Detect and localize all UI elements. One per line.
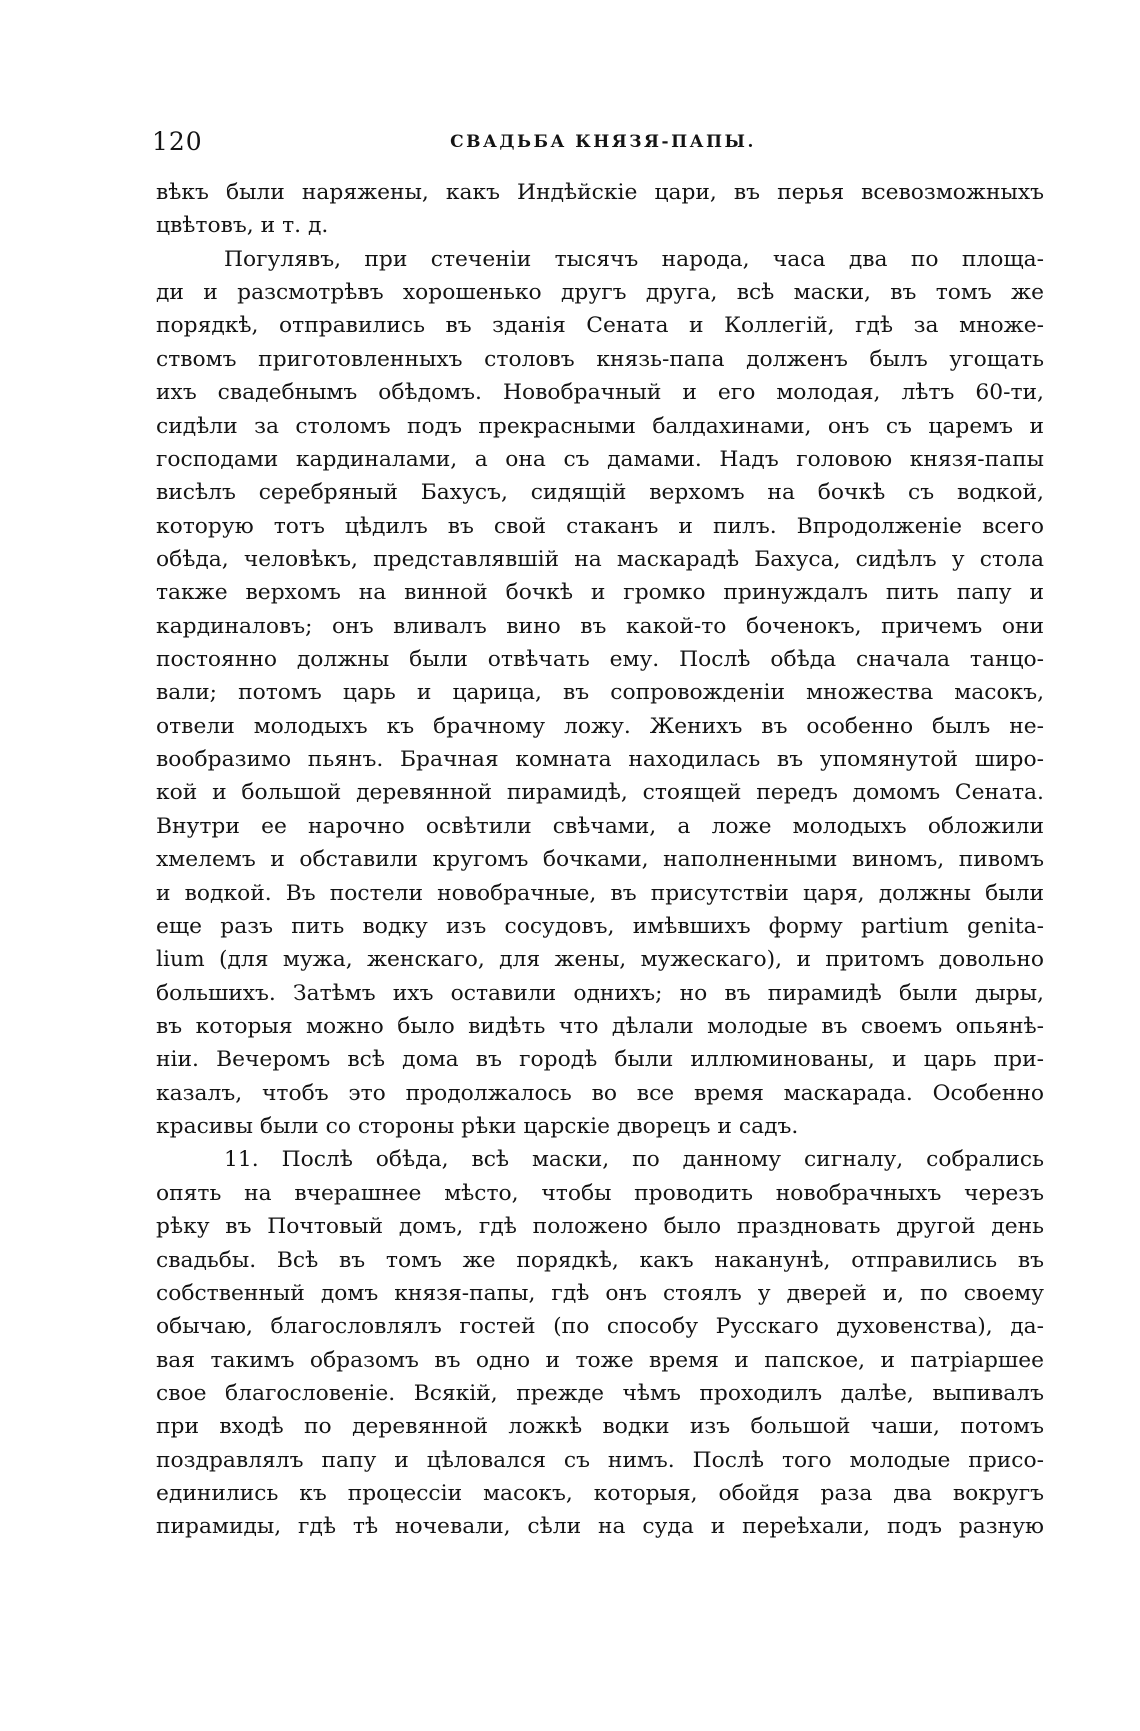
text-line: хмелемъ и обставили кругомъ бочками, наполненными виномъ, пивомъ — [156, 847, 1044, 873]
text-line: также верхомъ на винной бочкѣ и громко принуждалъ пить папу и — [156, 580, 1044, 606]
text-line: ихъ свадебнымъ обѣдомъ. Новобрачный и его молодая, лѣтъ 60-ти, — [156, 380, 1044, 406]
text-line: собственный домъ князя-папы, гдѣ онъ стоялъ у дверей и, по своему — [156, 1280, 1044, 1306]
text-line: Внутри ее нарочно освѣтили свѣчами, а ложе молодыхъ обложили — [156, 813, 1044, 839]
page-header — [152, 126, 1054, 158]
text-line: вали; потомъ царь и царица, въ сопровожденіи множества масокъ, — [156, 680, 1044, 706]
text-line: вѣкъ были наряжены, какъ Индѣйскіе цари, въ перья всевозможныхъ — [156, 180, 1044, 205]
text-line: красивы были со стороны рѣки царскіе дворецъ и садъ. — [156, 1114, 799, 1140]
text-line: обычаю, благословлялъ гостей (по способу Русскаго духовенства), да- — [156, 1314, 1044, 1340]
text-line: казалъ, чтобъ это продолжалось во все время маскарада. Особенно — [156, 1080, 1044, 1106]
text-line: цвѣтовъ, и т. д. — [156, 213, 329, 239]
text-line: свадьбы. Всѣ въ томъ же порядкѣ, какъ наканунѣ, отправились въ — [156, 1247, 1044, 1273]
text-line: ствомъ приготовленныхъ столовъ князь-папа долженъ былъ угощать — [156, 346, 1044, 372]
text-line: господами кардиналами, а она съ дамами. Надъ головою князя-папы — [156, 446, 1044, 472]
paragraph-first-line: 11. Послѣ обѣда, всѣ маски, по данному сигналу, собрались — [224, 1147, 1044, 1173]
paragraph-first-line: Погулявъ, при стеченіи тысячъ народа, часа два по площа- — [224, 246, 1044, 272]
text-line: ніи. Вечеромъ всѣ дома въ городѣ были иллюминованы, и царь при- — [156, 1047, 1044, 1073]
text-line: рѣку въ Почтовый домъ, гдѣ положено было праздновать другой день — [156, 1214, 1044, 1240]
page-number: 120 — [152, 127, 203, 156]
text-line: еще разъ пить водку изъ сосудовъ, имѣвшихъ форму partium genita- — [156, 913, 1044, 939]
text-line: большихъ. Затѣмъ ихъ оставили однихъ; но въ пирамидѣ были дыры, — [156, 980, 1044, 1006]
text-line: единились къ процессіи масокъ, которыя, обойдя раза два вокругъ — [156, 1481, 1044, 1507]
text-line: въ которыя можно было видѣть что дѣлали молодые въ своемъ опьянѣ- — [156, 1013, 1044, 1039]
text-line: пирамиды, гдѣ тѣ ночевали, сѣли на суда и переѣхали, подъ разную — [156, 1514, 1044, 1540]
text-line: свое благословеніе. Всякій, прежде чѣмъ проходилъ далѣе, выпивалъ — [156, 1380, 1044, 1406]
text-line: вообразимо пьянъ. Брачная комната находилась въ упомянутой широ- — [156, 747, 1044, 773]
text-line: при входѣ по деревянной ложкѣ водки изъ большой чаши, потомъ — [156, 1414, 1044, 1440]
text-line: порядкѣ, отправились въ зданія Сената и Коллегій, гдѣ за множе- — [156, 313, 1044, 339]
text-line: обѣда, человѣкъ, представлявшій на маскарадѣ Бахуса, сидѣлъ у стола — [156, 546, 1044, 572]
text-line: сидѣли за столомъ подъ прекрасными балдахинами, онъ съ царемъ и — [156, 413, 1044, 439]
text-line: кардиналовъ; онъ вливалъ вино въ какой-то боченокъ, причемъ они — [156, 613, 1044, 639]
text-line: которую тотъ цѣдилъ въ свой стаканъ и пилъ. Впродолженіе всего — [156, 513, 1044, 539]
text-line: lium (для мужа, женскаго, для жены, мужескаго), и притомъ довольно — [156, 947, 1044, 973]
text-line: висѣлъ серебряный Бахусъ, сидящій верхомъ на бочкѣ съ водкой, — [156, 480, 1044, 506]
text-line: кой и большой деревянной пирамидѣ, стоящей передъ домомъ Сената. — [156, 780, 1044, 806]
running-title: СВАДЬБА КНЯЗЯ-ПАПЫ. — [450, 132, 756, 152]
text-line: постоянно должны были отвѣчать ему. Послѣ обѣда сначала танцо- — [156, 647, 1044, 673]
text-line: и водкой. Въ постели новобрачные, въ присутствіи царя, должны были — [156, 880, 1044, 906]
text-line: ди и разсмотрѣвъ хорошенько другъ друга, всѣ маски, въ томъ же — [156, 280, 1044, 306]
text-line: поздравлялъ папу и цѣловался съ нимъ. Послѣ того молодые присо- — [156, 1447, 1044, 1473]
text-line: отвели молодыхъ къ брачному ложу. Женихъ въ особенно былъ не- — [156, 713, 1044, 739]
text-line: вая такимъ образомъ въ одно и тоже время и папское, и патріаршее — [156, 1347, 1044, 1373]
text-line: опять на вчерашнее мѣсто, чтобы проводить новобрачныхъ черезъ — [156, 1180, 1044, 1206]
body-text — [156, 176, 1044, 1544]
